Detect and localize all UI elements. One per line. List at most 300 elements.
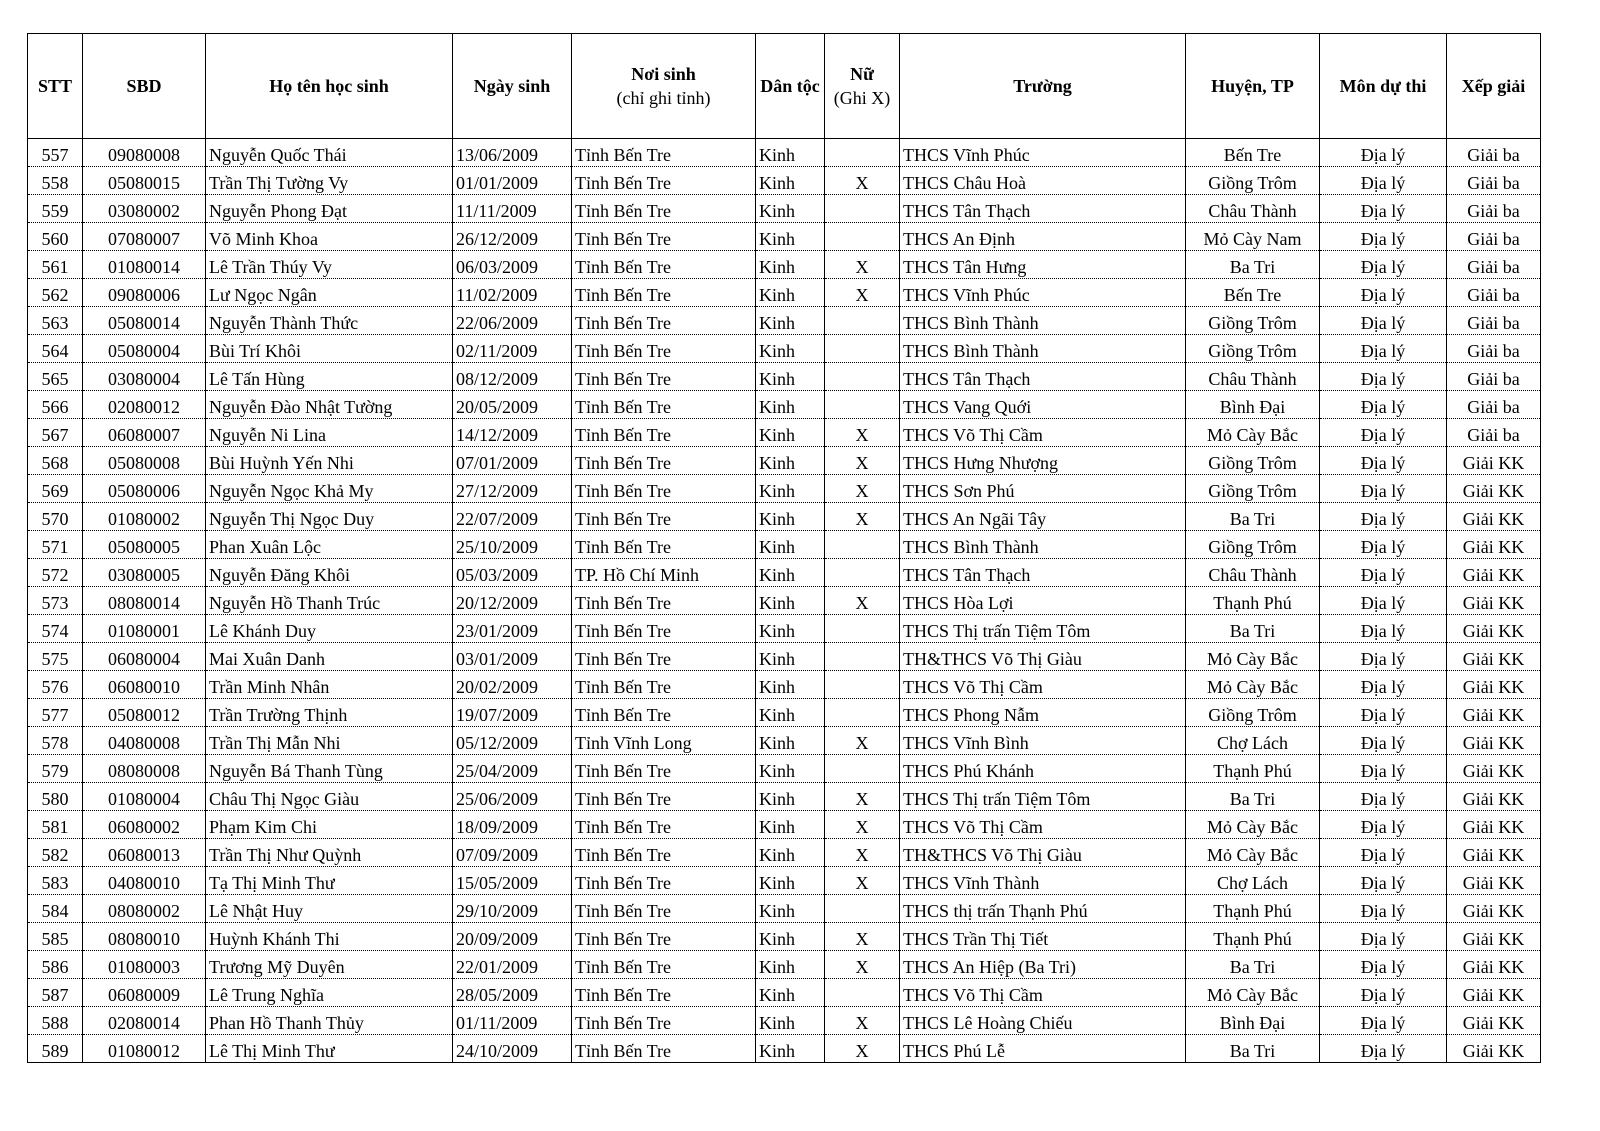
cell-ethnicity: Kinh [756, 363, 825, 391]
cell-female: X [825, 839, 900, 867]
cell-subject: Địa lý [1320, 755, 1447, 783]
cell-district: Mỏ Cày Bắc [1186, 839, 1320, 867]
table-row [28, 531, 1541, 559]
cell-district: Ba Tri [1186, 951, 1320, 979]
cell-dob: 20/02/2009 [453, 671, 572, 699]
cell-name: Trương Mỹ Duyên [206, 951, 453, 979]
cell-school: THCS An Hiệp (Ba Tri) [900, 951, 1186, 979]
cell-award: Giải KK [1447, 839, 1541, 867]
cell-birthplace: Tỉnh Bến Tre [572, 1007, 756, 1035]
cell-district: Giồng Trôm [1186, 699, 1320, 727]
cell-name: Nguyễn Thành Thức [206, 307, 453, 335]
cell-name: Bùi Huỳnh Yến Nhi [206, 447, 453, 475]
header-name: Họ tên học sinh [206, 34, 453, 139]
header-birthplace-note: (chỉ ghi tỉnh) [616, 88, 711, 108]
cell-birthplace: Tỉnh Bến Tre [572, 447, 756, 475]
cell-school: THCS Thị trấn Tiệm Tôm [900, 615, 1186, 643]
cell-birthplace: Tỉnh Bến Tre [572, 783, 756, 811]
cell-district: Mỏ Cày Bắc [1186, 811, 1320, 839]
cell-birthplace: Tỉnh Bến Tre [572, 587, 756, 615]
table-row [28, 335, 1541, 363]
cell-district: Bình Đại [1186, 391, 1320, 419]
cell-dob: 11/11/2009 [453, 195, 572, 223]
cell-subject: Địa lý [1320, 979, 1447, 1007]
header-female [825, 34, 900, 139]
cell-school: THCS Võ Thị Cầm [900, 979, 1186, 1007]
cell-female [825, 979, 900, 1007]
cell-sbd: 06080013 [83, 839, 206, 867]
cell-district: Ba Tri [1186, 503, 1320, 531]
cell-school: THCS Lê Hoàng Chiếu [900, 1007, 1186, 1035]
cell-female [825, 335, 900, 363]
cell-birthplace: Tỉnh Bến Tre [572, 755, 756, 783]
cell-birthplace: Tỉnh Bến Tre [572, 923, 756, 951]
cell-stt: 566 [28, 391, 83, 419]
table-row [28, 391, 1541, 419]
cell-subject: Địa lý [1320, 559, 1447, 587]
cell-name: Trần Minh Nhân [206, 671, 453, 699]
cell-school: THCS An Ngãi Tây [900, 503, 1186, 531]
cell-sbd: 01080002 [83, 503, 206, 531]
cell-birthplace: Tỉnh Bến Tre [572, 475, 756, 503]
cell-sbd: 01080003 [83, 951, 206, 979]
cell-dob: 25/10/2009 [453, 531, 572, 559]
cell-sbd: 08080014 [83, 587, 206, 615]
cell-female [825, 391, 900, 419]
cell-dob: 25/06/2009 [453, 783, 572, 811]
cell-female: X [825, 867, 900, 895]
cell-subject: Địa lý [1320, 195, 1447, 223]
table-row [28, 251, 1541, 279]
cell-dob: 01/01/2009 [453, 167, 572, 195]
cell-female [825, 895, 900, 923]
cell-female [825, 699, 900, 727]
cell-school: THCS Sơn Phú [900, 475, 1186, 503]
cell-award: Giải KK [1447, 867, 1541, 895]
cell-dob: 20/09/2009 [453, 923, 572, 951]
cell-birthplace: Tỉnh Bến Tre [572, 531, 756, 559]
cell-name: Nguyễn Thị Ngọc Duy [206, 503, 453, 531]
cell-ethnicity: Kinh [756, 559, 825, 587]
table-row [28, 671, 1541, 699]
cell-sbd: 01080001 [83, 615, 206, 643]
cell-ethnicity: Kinh [756, 223, 825, 251]
cell-award: Giải KK [1447, 1035, 1541, 1063]
cell-name: Trần Trường Thịnh [206, 699, 453, 727]
cell-stt: 576 [28, 671, 83, 699]
cell-name: Nguyễn Hồ Thanh Trúc [206, 587, 453, 615]
cell-ethnicity: Kinh [756, 503, 825, 531]
cell-subject: Địa lý [1320, 503, 1447, 531]
cell-name: Phan Xuân Lộc [206, 531, 453, 559]
table-row [28, 503, 1541, 531]
cell-female: X [825, 923, 900, 951]
table-row [28, 951, 1541, 979]
cell-name: Phan Hồ Thanh Thủy [206, 1007, 453, 1035]
cell-dob: 22/06/2009 [453, 307, 572, 335]
header-stt: STT [28, 34, 83, 139]
cell-name: Võ Minh Khoa [206, 223, 453, 251]
cell-sbd: 02080014 [83, 1007, 206, 1035]
cell-ethnicity: Kinh [756, 839, 825, 867]
cell-female [825, 139, 900, 167]
header-row [28, 34, 1541, 139]
cell-sbd: 06080007 [83, 419, 206, 447]
cell-ethnicity: Kinh [756, 587, 825, 615]
table-row [28, 895, 1541, 923]
table-row [28, 755, 1541, 783]
cell-award: Giải ba [1447, 419, 1541, 447]
cell-subject: Địa lý [1320, 419, 1447, 447]
cell-female: X [825, 951, 900, 979]
cell-school: THCS Tân Thạch [900, 559, 1186, 587]
cell-female: X [825, 1035, 900, 1063]
header-birthplace [572, 34, 756, 139]
cell-female [825, 223, 900, 251]
cell-ethnicity: Kinh [756, 195, 825, 223]
cell-female: X [825, 503, 900, 531]
table-row [28, 923, 1541, 951]
cell-dob: 28/05/2009 [453, 979, 572, 1007]
table-row [28, 307, 1541, 335]
table-row [28, 643, 1541, 671]
cell-award: Giải ba [1447, 335, 1541, 363]
table-row [28, 475, 1541, 503]
cell-school: THCS Võ Thị Cầm [900, 671, 1186, 699]
cell-district: Giồng Trôm [1186, 167, 1320, 195]
cell-school: THCS Tân Hưng [900, 251, 1186, 279]
cell-dob: 18/09/2009 [453, 811, 572, 839]
cell-stt: 563 [28, 307, 83, 335]
table-row [28, 559, 1541, 587]
cell-award: Giải ba [1447, 139, 1541, 167]
cell-stt: 571 [28, 531, 83, 559]
cell-female: X [825, 279, 900, 307]
cell-stt: 573 [28, 587, 83, 615]
cell-sbd: 05080014 [83, 307, 206, 335]
cell-birthplace: Tỉnh Bến Tre [572, 1035, 756, 1063]
cell-birthplace: Tỉnh Bến Tre [572, 895, 756, 923]
cell-ethnicity: Kinh [756, 307, 825, 335]
cell-school: THCS Phú Lễ [900, 1035, 1186, 1063]
cell-sbd: 01080004 [83, 783, 206, 811]
cell-stt: 568 [28, 447, 83, 475]
header-sbd: SBD [83, 34, 206, 139]
cell-subject: Địa lý [1320, 951, 1447, 979]
cell-female [825, 671, 900, 699]
results-table [27, 33, 1541, 1063]
cell-subject: Địa lý [1320, 279, 1447, 307]
cell-birthplace: Tỉnh Bến Tre [572, 251, 756, 279]
cell-ethnicity: Kinh [756, 951, 825, 979]
cell-name: Nguyễn Quốc Thái [206, 139, 453, 167]
cell-district: Giồng Trôm [1186, 307, 1320, 335]
cell-birthplace: Tỉnh Bến Tre [572, 167, 756, 195]
cell-female: X [825, 1007, 900, 1035]
cell-dob: 26/12/2009 [453, 223, 572, 251]
cell-award: Giải KK [1447, 1007, 1541, 1035]
cell-dob: 15/05/2009 [453, 867, 572, 895]
table-row [28, 139, 1541, 167]
cell-name: Nguyễn Bá Thanh Tùng [206, 755, 453, 783]
cell-school: THCS Tân Thạch [900, 195, 1186, 223]
cell-ethnicity: Kinh [756, 419, 825, 447]
cell-sbd: 08080010 [83, 923, 206, 951]
cell-birthplace: Tỉnh Vĩnh Long [572, 727, 756, 755]
table-row [28, 979, 1541, 1007]
cell-dob: 05/12/2009 [453, 727, 572, 755]
cell-award: Giải ba [1447, 307, 1541, 335]
cell-award: Giải ba [1447, 391, 1541, 419]
table-body [28, 139, 1541, 1063]
cell-stt: 575 [28, 643, 83, 671]
cell-stt: 572 [28, 559, 83, 587]
cell-name: Trần Thị Tường Vy [206, 167, 453, 195]
cell-district: Giồng Trôm [1186, 531, 1320, 559]
cell-female: X [825, 811, 900, 839]
cell-award: Giải KK [1447, 923, 1541, 951]
cell-name: Nguyễn Đào Nhật Tường [206, 391, 453, 419]
cell-birthplace: Tỉnh Bến Tre [572, 979, 756, 1007]
cell-dob: 27/12/2009 [453, 475, 572, 503]
cell-sbd: 06080009 [83, 979, 206, 1007]
cell-district: Bến Tre [1186, 279, 1320, 307]
cell-ethnicity: Kinh [756, 671, 825, 699]
cell-subject: Địa lý [1320, 727, 1447, 755]
cell-district: Mỏ Cày Bắc [1186, 979, 1320, 1007]
cell-female [825, 615, 900, 643]
cell-birthplace: Tỉnh Bến Tre [572, 503, 756, 531]
cell-stt: 569 [28, 475, 83, 503]
cell-name: Lê Trần Thúy Vy [206, 251, 453, 279]
cell-district: Mỏ Cày Bắc [1186, 419, 1320, 447]
cell-dob: 07/09/2009 [453, 839, 572, 867]
cell-ethnicity: Kinh [756, 727, 825, 755]
table-row [28, 839, 1541, 867]
header-award: Xếp giải [1447, 34, 1541, 139]
table-row [28, 447, 1541, 475]
cell-sbd: 06080002 [83, 811, 206, 839]
cell-award: Giải KK [1447, 615, 1541, 643]
cell-ethnicity: Kinh [756, 643, 825, 671]
cell-name: Nguyễn Đăng Khôi [206, 559, 453, 587]
cell-district: Ba Tri [1186, 615, 1320, 643]
cell-dob: 22/01/2009 [453, 951, 572, 979]
cell-ethnicity: Kinh [756, 867, 825, 895]
cell-district: Thạnh Phú [1186, 755, 1320, 783]
cell-ethnicity: Kinh [756, 1007, 825, 1035]
cell-ethnicity: Kinh [756, 895, 825, 923]
table-row [28, 727, 1541, 755]
cell-award: Giải KK [1447, 755, 1541, 783]
cell-female [825, 363, 900, 391]
table-row [28, 867, 1541, 895]
cell-award: Giải KK [1447, 783, 1541, 811]
cell-stt: 588 [28, 1007, 83, 1035]
cell-sbd: 03080004 [83, 363, 206, 391]
cell-sbd: 05080006 [83, 475, 206, 503]
cell-name: Tạ Thị Minh Thư [206, 867, 453, 895]
cell-female [825, 559, 900, 587]
cell-district: Châu Thành [1186, 195, 1320, 223]
cell-birthplace: Tỉnh Bến Tre [572, 839, 756, 867]
cell-stt: 558 [28, 167, 83, 195]
cell-award: Giải ba [1447, 195, 1541, 223]
cell-school: THCS Bình Thành [900, 307, 1186, 335]
cell-subject: Địa lý [1320, 531, 1447, 559]
cell-district: Mỏ Cày Bắc [1186, 643, 1320, 671]
cell-award: Giải KK [1447, 699, 1541, 727]
cell-school: THCS Hưng Nhượng [900, 447, 1186, 475]
cell-district: Thạnh Phú [1186, 895, 1320, 923]
cell-award: Giải KK [1447, 587, 1541, 615]
cell-award: Giải KK [1447, 895, 1541, 923]
cell-female [825, 307, 900, 335]
cell-ethnicity: Kinh [756, 699, 825, 727]
cell-female: X [825, 251, 900, 279]
cell-subject: Địa lý [1320, 867, 1447, 895]
cell-birthplace: Tỉnh Bến Tre [572, 643, 756, 671]
cell-birthplace: Tỉnh Bến Tre [572, 335, 756, 363]
cell-subject: Địa lý [1320, 167, 1447, 195]
cell-subject: Địa lý [1320, 307, 1447, 335]
cell-sbd: 06080004 [83, 643, 206, 671]
cell-district: Chợ Lách [1186, 867, 1320, 895]
cell-female [825, 531, 900, 559]
cell-district: Bến Tre [1186, 139, 1320, 167]
cell-district: Châu Thành [1186, 559, 1320, 587]
cell-subject: Địa lý [1320, 1035, 1447, 1063]
cell-stt: 557 [28, 139, 83, 167]
cell-sbd: 04080010 [83, 867, 206, 895]
cell-birthplace: Tỉnh Bến Tre [572, 867, 756, 895]
cell-stt: 564 [28, 335, 83, 363]
cell-ethnicity: Kinh [756, 755, 825, 783]
cell-school: THCS Phong Nẫm [900, 699, 1186, 727]
cell-stt: 586 [28, 951, 83, 979]
cell-name: Phạm Kim Chi [206, 811, 453, 839]
cell-award: Giải KK [1447, 559, 1541, 587]
cell-ethnicity: Kinh [756, 475, 825, 503]
cell-name: Mai Xuân Danh [206, 643, 453, 671]
table-header [28, 34, 1541, 139]
cell-female: X [825, 447, 900, 475]
cell-school: THCS Phú Khánh [900, 755, 1186, 783]
cell-school: THCS Châu Hoà [900, 167, 1186, 195]
cell-subject: Địa lý [1320, 1007, 1447, 1035]
cell-award: Giải KK [1447, 671, 1541, 699]
header-dob: Ngày sinh [453, 34, 572, 139]
cell-dob: 05/03/2009 [453, 559, 572, 587]
cell-sbd: 02080012 [83, 391, 206, 419]
cell-sbd: 08080002 [83, 895, 206, 923]
cell-stt: 562 [28, 279, 83, 307]
cell-subject: Địa lý [1320, 811, 1447, 839]
cell-female: X [825, 783, 900, 811]
cell-sbd: 03080005 [83, 559, 206, 587]
cell-award: Giải KK [1447, 531, 1541, 559]
table-row [28, 699, 1541, 727]
cell-award: Giải ba [1447, 279, 1541, 307]
cell-district: Thạnh Phú [1186, 587, 1320, 615]
cell-school: THCS Bình Thành [900, 335, 1186, 363]
cell-dob: 11/02/2009 [453, 279, 572, 307]
cell-name: Lê Tấn Hùng [206, 363, 453, 391]
cell-school: TH&THCS Võ Thị Giàu [900, 643, 1186, 671]
cell-subject: Địa lý [1320, 447, 1447, 475]
cell-school: THCS Vĩnh Phúc [900, 139, 1186, 167]
cell-birthplace: Tỉnh Bến Tre [572, 195, 756, 223]
cell-female [825, 643, 900, 671]
cell-stt: 570 [28, 503, 83, 531]
cell-subject: Địa lý [1320, 643, 1447, 671]
cell-dob: 08/12/2009 [453, 363, 572, 391]
cell-name: Lê Trung Nghĩa [206, 979, 453, 1007]
cell-subject: Địa lý [1320, 895, 1447, 923]
header-school: Trường [900, 34, 1186, 139]
cell-subject: Địa lý [1320, 587, 1447, 615]
cell-dob: 13/06/2009 [453, 139, 572, 167]
cell-name: Bùi Trí Khôi [206, 335, 453, 363]
cell-ethnicity: Kinh [756, 923, 825, 951]
cell-subject: Địa lý [1320, 839, 1447, 867]
cell-ethnicity: Kinh [756, 811, 825, 839]
cell-sbd: 05080012 [83, 699, 206, 727]
cell-stt: 585 [28, 923, 83, 951]
cell-name: Nguyễn Ni Lina [206, 419, 453, 447]
cell-name: Lê Nhật Huy [206, 895, 453, 923]
cell-sbd: 09080006 [83, 279, 206, 307]
table-row [28, 167, 1541, 195]
cell-award: Giải ba [1447, 223, 1541, 251]
cell-subject: Địa lý [1320, 223, 1447, 251]
cell-name: Huỳnh Khánh Thi [206, 923, 453, 951]
cell-dob: 29/10/2009 [453, 895, 572, 923]
cell-sbd: 05080004 [83, 335, 206, 363]
cell-sbd: 04080008 [83, 727, 206, 755]
cell-school: THCS thị trấn Thạnh Phú [900, 895, 1186, 923]
header-subject: Môn dự thi [1320, 34, 1447, 139]
cell-female [825, 755, 900, 783]
cell-female: X [825, 419, 900, 447]
cell-district: Châu Thành [1186, 363, 1320, 391]
cell-sbd: 05080005 [83, 531, 206, 559]
cell-district: Giồng Trôm [1186, 475, 1320, 503]
header-birthplace-label: Nơi sinh [631, 64, 696, 84]
cell-name: Lê Thị Minh Thư [206, 1035, 453, 1063]
cell-birthplace: Tỉnh Bến Tre [572, 363, 756, 391]
cell-dob: 14/12/2009 [453, 419, 572, 447]
table-row [28, 363, 1541, 391]
cell-stt: 567 [28, 419, 83, 447]
cell-subject: Địa lý [1320, 699, 1447, 727]
cell-district: Chợ Lách [1186, 727, 1320, 755]
cell-subject: Địa lý [1320, 391, 1447, 419]
cell-female: X [825, 587, 900, 615]
cell-subject: Địa lý [1320, 251, 1447, 279]
cell-birthplace: Tỉnh Bến Tre [572, 223, 756, 251]
cell-ethnicity: Kinh [756, 979, 825, 1007]
cell-award: Giải KK [1447, 951, 1541, 979]
cell-birthplace: Tỉnh Bến Tre [572, 699, 756, 727]
table-row [28, 587, 1541, 615]
cell-school: THCS Vang Quới [900, 391, 1186, 419]
cell-name: Nguyễn Phong Đạt [206, 195, 453, 223]
cell-subject: Địa lý [1320, 363, 1447, 391]
cell-district: Ba Tri [1186, 783, 1320, 811]
cell-award: Giải KK [1447, 447, 1541, 475]
cell-name: Lê Khánh Duy [206, 615, 453, 643]
